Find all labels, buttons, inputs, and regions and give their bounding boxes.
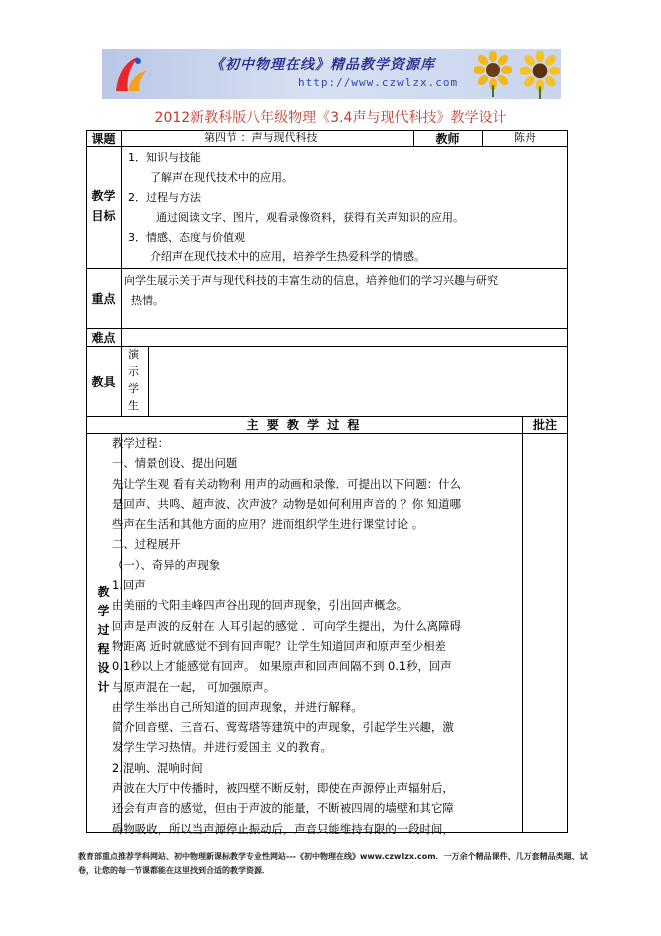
teacher-label: 教师 [435, 132, 460, 146]
tools-char: 生 [128, 399, 139, 412]
goal-line: 介绍声在现代技术中的应用，培养学生热爱科学的情感。 [150, 250, 425, 263]
goal-line: 了解声在现代技术中的应用。 [150, 171, 293, 184]
goal-line: 1．知识与技能 [128, 151, 201, 164]
difficulty-label: 难点 [91, 330, 116, 345]
process-line: 回声是声波的反射在 人耳引起的感觉 ．可向学生提出，为什么离障碍 [112, 618, 461, 633]
banner-url[interactable]: http://www.czwlzx.com [298, 76, 459, 89]
process-line: 1.回声 [112, 578, 146, 593]
process-line: （一）、奇异的声现象 [112, 557, 221, 572]
document-title: 2012新教科版八年级物理《3.4声与现代科技》教学设计 [154, 110, 507, 126]
key-points-label: 重点 [91, 291, 116, 306]
process-line: 是回声、共鸣、超声波、次声波？动物是如何利用声音的 ？你 知道哪 [112, 496, 461, 511]
goals-label [86, 186, 121, 226]
process-label-char: 过 [97, 623, 110, 637]
teacher-name: 陈舟 [514, 131, 536, 144]
goals-label-line: 目标 [91, 209, 116, 223]
notes-header: 批注 [532, 418, 557, 432]
topic-label: 课题 [91, 132, 116, 146]
goal-line: 3．情感、态度与价值观 [128, 231, 245, 244]
process-line: 0.1秒以上才能感觉有回声。 如果原声和回声间隔不到 0.1秒，回声 [112, 659, 452, 674]
process-line: 发学生学习热情。并进行爱国主 义的教育。 [112, 740, 333, 755]
topic-value: 第四节 ：声与现代科技 [204, 131, 318, 144]
process-label-char: 程 [97, 642, 110, 656]
process-line: 声波在大厅中传播时，被四壁不断反射，即使在声源停止声辐射后， [112, 781, 454, 796]
process-line: 简介回音壁、三音石、莺莺塔等建筑中的声现象，引起学生兴趣，激 [112, 720, 454, 735]
goal-line: 通过阅读文字、图片，观看录像资料，获得有关声知识的应用。 [156, 211, 464, 224]
tools-char: 演 [128, 348, 139, 361]
process-line: 还会有声音的感觉，但由于声波的能量，不断被四周的墙壁和其它障 [112, 801, 454, 816]
process-line: 先让学生观 看有关动物利 用声的动画和录像．可提出以下问题：什么 [112, 476, 461, 491]
column-divider [522, 416, 523, 833]
goals-label-line: 教学 [91, 189, 116, 203]
column-divider [148, 346, 149, 416]
goal-line: 2．过程与方法 [128, 191, 201, 204]
row-divider [86, 268, 568, 269]
process-label-char: 教 [97, 585, 110, 599]
process-line: 一、情景创设、提出问题 [112, 456, 238, 471]
process-line: 碍物吸收，所以当声源停止振动后，声音只能维持有限的一段时间， [112, 821, 454, 836]
sunflower-icon [474, 51, 512, 97]
banner-title: 《初中物理在线》精品教学资源库 [210, 57, 435, 73]
key-points-line: 热情。 [131, 294, 164, 307]
process-label-char: 学 [97, 604, 110, 618]
tools-text [128, 346, 139, 414]
process-line: 二、过程展开 [112, 537, 181, 552]
footer-note: 教育部重点推荐学科网站、初中物理新课标教学专业性网站---《初中物理在线》www.czwlzx.com．一万余个精品课件、几万套精品类题、试卷，让您的每一节课都能在这里找到合适的教学资源． [78, 852, 588, 875]
site-logo-icon [108, 53, 152, 95]
sunflower-icon [520, 51, 560, 99]
process-line: 与原声混在一起， 可加强原声。 [112, 679, 276, 694]
process-label-char: 设 [97, 661, 110, 675]
key-points-line: 向学生展示关于声与现代科技的丰富生动的信息，培养他们的学习兴趣与研究 [124, 274, 498, 287]
tools-char: 学 [128, 382, 139, 395]
process-header: 主 要 教 学 过 程 [246, 418, 362, 432]
process-line: 物距离 近时就感觉不到有回声呢？让学生知道回声和原声至少相差 [112, 638, 446, 653]
process-line: 由美丽的弋阳圭峰四声谷出现的回声现象，引出回声概念。 [112, 598, 409, 613]
row-divider [86, 328, 568, 329]
tools-char: 示 [128, 365, 139, 378]
process-line: 由学生举出自己所知道的回声现象，并进行解释。 [112, 699, 363, 714]
lesson-plan-table [86, 130, 568, 836]
column-divider [121, 130, 122, 416]
process-line: 教学过程： [112, 436, 169, 450]
process-line: 2.混响、混响时间 [112, 760, 203, 775]
tools-label: 教具 [91, 374, 116, 389]
header-banner [102, 49, 561, 99]
process-text [112, 433, 522, 839]
process-label-char: 计 [97, 680, 110, 694]
process-line: 些声在生活和其他方面的应用？进而组织学生进行课堂讨论 。 [112, 517, 424, 532]
row-divider [86, 346, 568, 347]
